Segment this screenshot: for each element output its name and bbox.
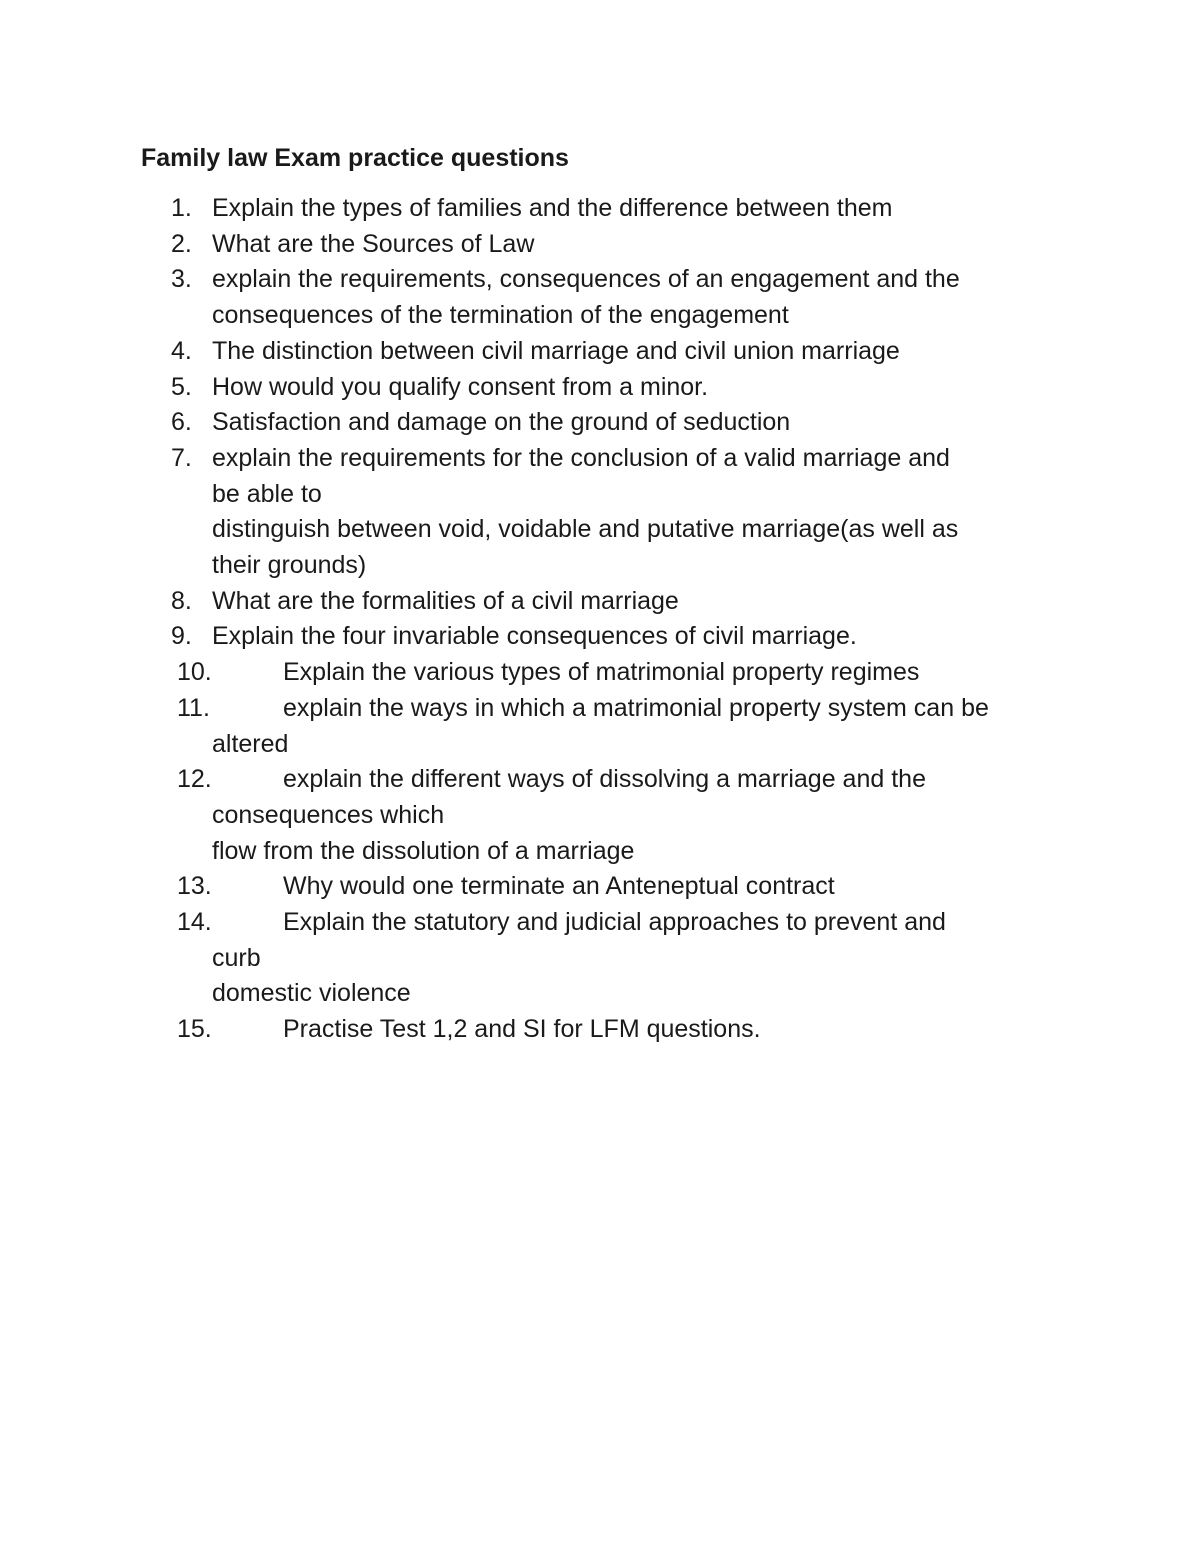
question-item bbox=[0, 191, 1200, 227]
question-line: Why would one terminate an Anteneptual contract bbox=[283, 872, 835, 901]
question-number: 7. bbox=[171, 443, 192, 472]
question-line: consequences which bbox=[212, 800, 445, 829]
question-number: 15. bbox=[177, 1015, 212, 1044]
question-number: 14. bbox=[177, 908, 212, 937]
question-item bbox=[0, 441, 1200, 584]
question-item bbox=[0, 405, 1200, 441]
question-line: domestic violence bbox=[212, 979, 411, 1008]
question-text bbox=[212, 619, 1112, 655]
question-line: explain the requirements, consequences of an engagement and the bbox=[212, 265, 960, 294]
question-number: 9. bbox=[171, 622, 192, 651]
question-number: 10. bbox=[177, 658, 212, 687]
question-line: Explain the various types of matrimonial property regimes bbox=[283, 658, 920, 687]
question-item bbox=[0, 905, 1200, 1012]
question-number: 1. bbox=[171, 194, 192, 222]
question-line: flow from the dissolution of a marriage bbox=[212, 836, 635, 865]
question-number: 6. bbox=[171, 408, 192, 437]
question-item bbox=[0, 619, 1200, 655]
question-list bbox=[0, 191, 1200, 1048]
question-text bbox=[212, 1012, 1112, 1048]
question-text bbox=[212, 191, 1112, 227]
question-line: explain the ways in which a matrimonial property system can be bbox=[283, 693, 989, 722]
question-line: Explain the types of families and the difference between them bbox=[212, 194, 893, 222]
question-line: explain the requirements for the conclusion of a valid marriage and bbox=[212, 443, 950, 472]
question-item bbox=[0, 262, 1200, 333]
question-line: altered bbox=[212, 729, 289, 758]
question-text bbox=[212, 334, 1112, 370]
question-line: explain the different ways of dissolving a marriage and the bbox=[283, 765, 926, 794]
question-line: Explain the four invariable consequences of civil marriage. bbox=[212, 622, 857, 651]
question-text bbox=[212, 655, 1112, 691]
question-text bbox=[212, 869, 1112, 905]
document-title: Family law Exam practice questions bbox=[141, 144, 569, 172]
question-line: Satisfaction and damage on the ground of seduction bbox=[212, 408, 791, 437]
question-line: Practise Test 1,2 and SI for LFM questions. bbox=[283, 1015, 761, 1044]
question-text bbox=[212, 762, 1112, 869]
question-line: distinguish between void, voidable and putative marriage(as well as bbox=[212, 515, 959, 544]
question-line: The distinction between civil marriage and civil union marriage bbox=[212, 336, 900, 365]
question-number: 5. bbox=[171, 372, 192, 401]
question-item bbox=[0, 584, 1200, 620]
question-line: Explain the statutory and judicial approaches to prevent and bbox=[283, 908, 946, 937]
question-item bbox=[0, 370, 1200, 406]
question-number: 4. bbox=[171, 336, 192, 365]
question-text bbox=[212, 405, 1112, 441]
question-line: be able to bbox=[212, 479, 322, 508]
question-line: How would you qualify consent from a minor. bbox=[212, 372, 709, 401]
question-text bbox=[212, 370, 1112, 406]
question-line: consequences of the termination of the engagement bbox=[212, 301, 789, 330]
question-text bbox=[212, 262, 1112, 333]
question-number: 13. bbox=[177, 872, 212, 901]
question-number: 12. bbox=[177, 765, 212, 794]
question-text bbox=[212, 905, 1112, 1012]
question-line: What are the formalities of a civil marriage bbox=[212, 586, 679, 615]
question-item bbox=[0, 1012, 1200, 1048]
question-number: 11. bbox=[177, 693, 210, 722]
question-item bbox=[0, 334, 1200, 370]
question-item bbox=[0, 691, 1200, 762]
question-item bbox=[0, 655, 1200, 691]
question-item bbox=[0, 869, 1200, 905]
question-text bbox=[212, 584, 1112, 620]
question-item bbox=[0, 762, 1200, 869]
question-text bbox=[212, 227, 1112, 263]
question-line: curb bbox=[212, 943, 261, 972]
question-line: their grounds) bbox=[212, 551, 367, 580]
question-number: 2. bbox=[171, 229, 192, 258]
question-line: What are the Sources of Law bbox=[212, 229, 535, 258]
question-item bbox=[0, 227, 1200, 263]
question-text bbox=[212, 691, 1112, 762]
question-text bbox=[212, 441, 1112, 584]
question-number: 3. bbox=[171, 265, 192, 294]
question-number: 8. bbox=[171, 586, 192, 615]
